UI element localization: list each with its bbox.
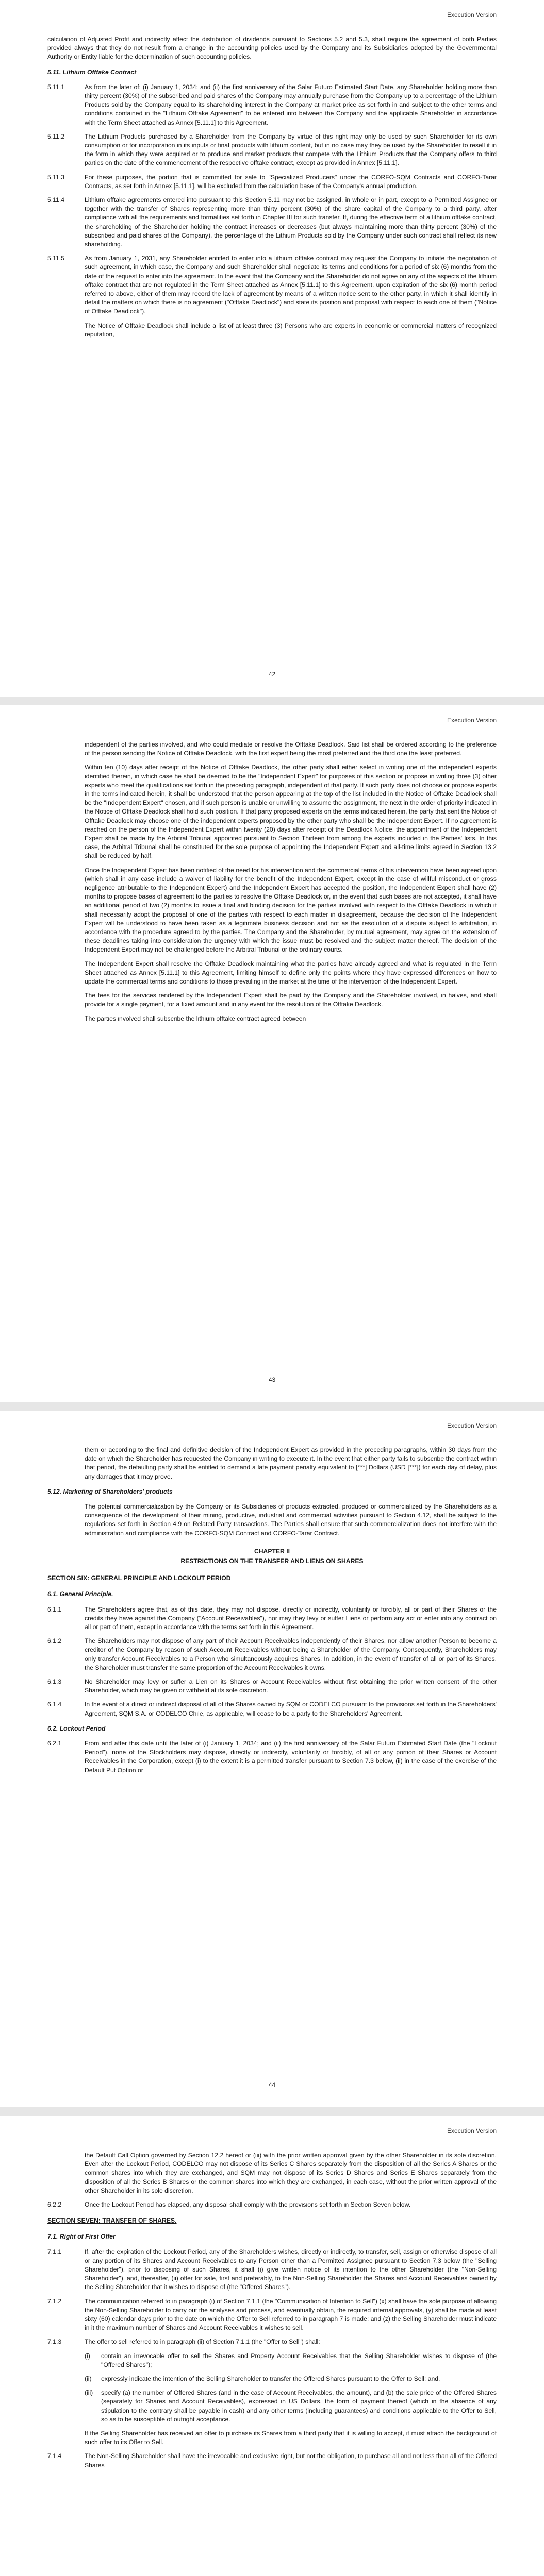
page-body bbox=[47, 35, 497, 344]
clause-text: From and after this date until the later of (i) January 1, 2034; and (ii) the first anniversary of the Salar Futuro Estimated Start Date (the "Lockout Period"), none of the Stockholders may dispose, directly or indirectly, voluntarily or forcibly, of all or any portion of their Shares or Account Receivables in the Corporation, except (i) to the extent it is a permitted transfer pursuant to Section 7.3 below, (ii) in the case of the exercise of the Default Put Option or bbox=[85, 1740, 497, 1774]
clause-text: No Shareholder may levy or suffer a Lien on its Shares or Account Receivables without first obtaining the prior written consent of the other Shareholder, which may be given or withheld at its sole discretion. bbox=[85, 1678, 497, 1694]
section-heading: 5.12. Marketing of Shareholders' products bbox=[47, 1487, 173, 1495]
clause-number: 6.1.3 bbox=[47, 1678, 62, 1686]
clause-text: Once the Lockout Period has elapsed, any disposal shall comply with the provisions set forth in Section Seven below. bbox=[85, 2201, 411, 2209]
clause bbox=[47, 2297, 497, 2333]
clause-number: 6.1.4 bbox=[47, 1701, 62, 1708]
indented-paragraph: The Independent Expert shall resolve the Offtake Deadlock maintaining what the parties have already agreed and what is regulated in the Term Sheet attached as Annex [5.11.1] to this Agreement, limiting himself to define only the points where they have expressed differences on how to update the commercial terms and conditions to those prevailing in the market at the time of the intervention of the Independent Expert. bbox=[85, 960, 497, 986]
chapter-title: RESTRICTIONS ON THE TRANSFER AND LIENS ON SHARES bbox=[180, 1557, 364, 1565]
page-number: 44 bbox=[268, 2081, 276, 2089]
section-heading: 6.1. General Principle. bbox=[47, 1590, 113, 1598]
sub-clause-number: (ii) bbox=[85, 2375, 92, 2383]
page-body bbox=[47, 1446, 497, 1780]
sub-clause bbox=[47, 2375, 497, 2383]
clause bbox=[47, 1739, 497, 1775]
sub-clause bbox=[47, 2388, 497, 2424]
page bbox=[0, 1411, 544, 2107]
chapter-number: CHAPTER II bbox=[254, 1547, 290, 1555]
running-header: Execution Version bbox=[447, 1422, 497, 1429]
indented-paragraph: The potential commercialization by the Company or its Subsidiaries of products extracted, produced or commercialized by the Shareholders as a consequence of the development of their mining, productive, industrial and commercial activities pursuant to Section 4.12, shall be subject to the regulations set forth in Section 4.9 on Related Party transactions. The Parties shall ensure that such commercialization does not interfere with the administration and compliance with the CORFO-SQM Contract and CORFO-Tarar Contract. bbox=[85, 1503, 497, 1537]
clause-text: The Shareholders agree that, as of this date, they may not dispose, directly or indirectly, voluntarily or forcibly, all or part of their Shares or the credits they have against the Company ("Account Receivables"), nor may they levy or suffer Liens or perform any act or enter into any contract on all or part of them, except in accordance with the terms set forth in this Agreement. bbox=[85, 1605, 497, 1631]
indented-paragraph: Once the Independent Expert has been notified of the need for his intervention and the commercial terms of his intervention have been agreed upon (which shall in any case include a waiver of liability for the benefit of the Independent Expert, except in the case of willful misconduct or gross negligence attributable to the Independent Expert) and the Independent Expert has accepted the position, the Independent Expert shall have (2) months to propose bases of agreement to the parties to resolve the Offtake Deadlock or, in the event that such bases are not accepted, it shall have an additional period of two (2) months to issue a final and binding decision for the parties involved with respect to the Offtake Deadlock in which it shall necessarily adopt the proposal of one of the parties with respect to each matter in disagreement, because the decision of the Independent Expert will be understood to have been taken as a legitimate business decision and not as the resolution of a dispute subject to arbitration, in accordance with the procedure agreed to by the parties. The Company and the Shareholder, by mutual agreement, may agree on the extension of these deadlines taking into consideration the urgency with which the issue must be resolved and the subject matter thereof. The decision of the Independent Expert may not be challenged before the Arbitral Tribunal or the ordinary courts. bbox=[85, 866, 497, 954]
clause-text: The Shareholders may not dispose of any part of their Account Receivables independently of their Shares, nor allow another Person to become a creditor of the Company by reason of such Account Receivables without being a Shareholder of the Company. Consequently, Shareholders may only transfer Account Receivables to a Person who simultaneously acquires Shares. In addition, in the event of transfer of all or part of its Shares, the Shareholder must transfer the same proportion of the Account Receivables it owns. bbox=[85, 1637, 497, 1671]
clause bbox=[47, 2248, 497, 2292]
page bbox=[0, 2116, 544, 2576]
clause-number: 5.11.2 bbox=[47, 132, 64, 140]
sub-clause-text: contain an irrevocable offer to sell the Shares and Property Account Receivables that the Selling Shareholder wishes to dispose of (the "Offered Shares"); bbox=[101, 2352, 497, 2368]
clause bbox=[47, 2200, 497, 2209]
clause-number: 5.11.5 bbox=[47, 255, 64, 262]
indented-paragraph: the Default Call Option governed by Section 12.2 hereof or (iii) with the prior written approval given by the other Shareholder in its sole discretion. Even after the Lockout Period, CODELCO may not dispose of its Series C Shares separately from the disposition of all the Series A Shares or the common shares into which they are exchanged, and SQM may not dispose of its Series D Shares and Series E Shares separately from the disposition of all the Series B Shares or the common shares into which they are exchanged, in each case, without the prior written approval of the other Shareholder in its sole discretion. bbox=[85, 2151, 497, 2194]
running-header: Execution Version bbox=[447, 717, 497, 724]
clause-number: 6.1.2 bbox=[47, 1637, 62, 1645]
clause-text: As from the later of: (i) January 1, 2034; and (ii) the first anniversary of the Salar Futuro Estimated Start Date, any Shareholder holding more than thirty percent (30%) of the subscribed and paid shares of the Company may annually purchase from the Company up to a percentage of the Lithium Products sold by the Company equal to its shareholding interest in the Company at market price as set forth in and subject to the other terms and conditions contained in the "Lithium Offtake Agreement" to be entered into between the Company and the applicable Shareholder in accordance with the Term Sheet attached as Annex [5.11.1] to this Agreement. bbox=[85, 83, 497, 126]
clause-text: In the event of a direct or indirect disposal of all of the Shares owned by SQM or CODELCO pursuant to the provisions set forth in the Shareholders' Agreement, SQM S.A. or CODELCO Chile, as applicable, will cease to be a party to the Shareholders' Agreement. bbox=[85, 1701, 497, 1717]
indented-paragraph: them or according to the final and definitive decision of the Independent Expert as provided in the preceding paragraphs, within 30 days from the date on which the Shareholder has requested the Company in writing to execute it. In the event that either party fails to subscribe the contract within that period, the defaulting party shall be entitled to demand a late payment penalty equivalent to [***] Dollars (USD [***]) for each day of delay, plus any damages that it may prove. bbox=[85, 1446, 497, 1480]
clause-number: 7.1.2 bbox=[47, 2297, 62, 2305]
clause bbox=[47, 2452, 497, 2469]
clause-text: As from January 1, 2031, any Shareholder entitled to enter into a lithium offtake contract may request the Company to initiate the negotiation of such agreement, in which case, the Company and such Shareholder shall negotiate its terms and conditions for a period of six (6) months from the date of the request to enter into the agreement. In the event that the Company and the Shareholder do not agree on any of the aspects of the lithium offtake contract that are not regulated in the Term Sheet attached as Annex [5.11.1] to this Agreement, upon expiration of the six (6) month period referred to above, either of them may record the lack of agreement by means of a written notice sent to the other party, in which it shall identify in detail the matters on which there is no agreement ("Offtake Deadlock") and state its position and proposal with respect to each one of them ("Notice of Offtake Deadlock"). bbox=[85, 255, 497, 315]
clause bbox=[47, 1677, 497, 1695]
paragraph: calculation of Adjusted Profit and indirectly affect the distribution of dividends pursuant to Sections 5.2 and 5.3, shall require the agreement of both Parties provided always that they do not result from a change in the accounting policies used by the Company and its Subsidiaries adopted by the Governmental Authority or Entity liable for the determination of such accounting policies. bbox=[47, 36, 497, 61]
section-heading: 7.1. Right of First Offer bbox=[47, 2233, 116, 2241]
indented-paragraph: The parties involved shall subscribe the lithium offtake contract agreed between bbox=[85, 1014, 306, 1022]
sub-clause-text: specify (a) the number of Offered Shares (and in the case of Account Receivables, the amount), and (b) the sale price of the Offered Shares (separately for Shares and Account Receivables), expressed in US Dollars, the form of payment thereof (which in the absence of any stipulation to the contrary shall be payable in cash) and any other terms (including guarantees) and conditions applicable to the Offer to Sell, so as to be susceptible of outright acceptance. bbox=[101, 2389, 497, 2423]
indented-paragraph: If the Selling Shareholder has received an offer to purchase its Shares from a third party that it is willing to accept, it must attach the background of such offer to its Offer to Sell. bbox=[85, 2430, 497, 2446]
clause-text: Lithium offtake agreements entered into pursuant to this Section 5.11 may not be assigned, in whole or in part, except to a Permitted Assignee or together with the transfer of Shares representing more than thirty percent (30%) of the share capital of the Company to a third party, after compliance with all the requirements and formalities set forth in Chapter III for such transfer. If, during the effective term of a lithium offtake contract, the shareholding of the Shareholder holding the contract increases or decreases (but always maintaining more than thirty percent (30%) of the subscribed and paid shares of the Company), the percentage of the Lithium Products sold by the Company under such contract shall reflect its new shareholding. bbox=[85, 196, 497, 248]
clause bbox=[47, 254, 497, 316]
page-break bbox=[0, 697, 544, 705]
clause bbox=[47, 196, 497, 249]
page-number: 43 bbox=[268, 1376, 276, 1383]
page-number: 42 bbox=[268, 671, 276, 678]
clause bbox=[47, 132, 497, 168]
page-break bbox=[0, 1402, 544, 1411]
clause-text: The communication referred to in paragraph (i) of Section 7.1.1 (the "Communication of Intention to Sell") (x) shall have the sole purpose of allowing the Non-Selling Shareholder to carry out the analyses and process, and eventually obtain, the required internal approvals, (y) shall be made at least sixty (60) calendar days prior to the date on which the Offer to Sell referred to in paragraph 7 is made; and (z) the Selling Shareholder must indicate in it the maximum number of Shares and Account Receivables it wishes to sell. bbox=[85, 2297, 497, 2332]
clause-number: 7.1.1 bbox=[47, 2248, 62, 2256]
clause bbox=[47, 1605, 497, 1632]
clause-number: 6.2.1 bbox=[47, 1740, 62, 1748]
clause-number: 7.1.3 bbox=[47, 2338, 62, 2346]
clause-text: The Non-Selling Shareholder shall have the irrevocable and exclusive right, but not the obligation, to purchase all and not less than all of the Offered Shares bbox=[85, 2452, 497, 2469]
clause-text: For these purposes, the portion that is committed for sale to "Specialized Producers" under the CORFO-SQM Contracts and CORFO-Tarar Contracts, as set forth in Annex [5.11.1], will be excluded from the calculation base of the Company's annual production. bbox=[85, 173, 497, 190]
running-header: Execution Version bbox=[447, 11, 497, 19]
sub-clause bbox=[47, 2352, 497, 2369]
page bbox=[0, 705, 544, 1402]
sub-clause-number: (iii) bbox=[85, 2389, 93, 2397]
section-heading: 6.2. Lockout Period bbox=[47, 1724, 106, 1732]
page-break bbox=[0, 2107, 544, 2116]
clause bbox=[47, 83, 497, 127]
clause-number: 5.11.3 bbox=[47, 173, 64, 181]
clause bbox=[47, 173, 497, 191]
page-body bbox=[47, 2151, 497, 2475]
clause bbox=[47, 1637, 497, 1672]
section-title: SECTION SEVEN: TRANSFER OF SHARES. bbox=[47, 2217, 177, 2225]
sub-clause-text: expressly indicate the intention of the Selling Shareholder to transfer the Offered Shares pursuant to the Offer to Sell; and, bbox=[101, 2375, 440, 2383]
clause bbox=[47, 2337, 497, 2346]
clause bbox=[47, 1700, 497, 1718]
clause-number: 7.1.4 bbox=[47, 2452, 62, 2460]
clause-number: 6.2.2 bbox=[47, 2201, 62, 2209]
clause-text: If, after the expiration of the Lockout Period, any of the Shareholders wishes, directly or indirectly, to transfer, sell, assign or otherwise dispose of all or any portion of its Shares and Account Receivables to any Person other than a Permitted Assignee pursuant to Section 7.3 below (the "Selling Shareholder"), prior to disposing of such Shares, it shall (i) give written notice of its intention to the other Shareholder (the "Non-Selling Shareholder"), and, thereafter, (ii) offer for sale, first and preferably, to the Non-Selling Shareholder the Shares and Account Receivables owned by the Selling Shareholder that it wishes to dispose of (the "Offered Shares"). bbox=[85, 2248, 497, 2291]
clause-number: 5.11.4 bbox=[47, 196, 64, 204]
clause-text: The offer to sell referred to in paragraph (ii) of Section 7.1.1 (the "Offer to Sell") shall: bbox=[85, 2338, 320, 2346]
clause-text: The Lithium Products purchased by a Shareholder from the Company by virtue of this right may only be used by such Shareholder for its own consumption or for incorporation in its inputs or final products with lithium content, but in no case may they be used by the Shareholder to resell it in the form in which they were acquired or to produce and market products that compete with the Lithium Products that the Company offers to third parties on the date of the commencement of the respective offtake contract, except as provided in Annex [5.11.1]. bbox=[85, 132, 497, 167]
clause-number: 5.11.1 bbox=[47, 83, 64, 91]
indented-paragraph: The fees for the services rendered by the Independent Expert shall be paid by the Company and the Shareholder involved, in halves, and shall provide for a single payment, for a fixed amount and in any event for the resolution of the Offtake Deadlock. bbox=[85, 992, 497, 1008]
indented-paragraph: independent of the parties involved, and who could mediate or resolve the Offtake Deadlock. Said list shall be ordered according to the preference of the person sending the Notice of Offtake Deadlock, with the first expert being the most preferred and the third one the least preferred. bbox=[85, 741, 497, 757]
section-title: SECTION SIX: GENERAL PRINCIPLE AND LOCKOUT PERIOD bbox=[47, 1574, 231, 1582]
sub-clause-number: (i) bbox=[85, 2352, 90, 2360]
clause-number: 6.1.1 bbox=[47, 1605, 62, 1613]
indented-paragraph: Within ten (10) days after receipt of the Notice of Offtake Deadlock, the other party shall either select in writing one of the independent experts identified therein, in which case he shall be deemed to be the "Independent Expert" for purposes of this section or propose in writing three (3) other experts who meet the qualifications set forth in the preceding paragraph, independent of that party. If such party does not choose or propose experts in the terms indicated herein, it shall be understood that the person appearing at the top of the list included in the Notice of Offtake Deadlock shall be the "Independent Expert" chosen, and if such person is unable or unwilling to assume the assignment, the next in the order of priority indicated in the Notice of Offtake Deadlock shall hold such position. If that party proposed experts on the terms indicated herein, the party that sent the Notice of Offtake Deadlock may choose one of the independent experts proposed by the other party who shall be the Independent Expert. If no agreement is reached on the person of the Independent Expert within twenty (20) days after receipt of the Deadlock Notice, the appointment of the Independent Expert shall be made by the Arbitral Tribunal appointed pursuant to Section Thirteen from among the experts included in the Parties' lists. In this case, the Arbitral Tribunal shall be constituted for the sole purpose of appointing the Independent Expert and all-time limits agreed in Section 13.2 shall be reduced by half. bbox=[85, 764, 497, 860]
page-body bbox=[47, 740, 497, 1028]
indented-paragraph: The Notice of Offtake Deadlock shall include a list of at least three (3) Persons who are experts in economic or commercial matters of recognized reputation, bbox=[85, 321, 497, 338]
section-heading: 5.11. Lithium Offtake Contract bbox=[47, 68, 137, 76]
page bbox=[0, 0, 544, 697]
running-header: Execution Version bbox=[447, 2127, 497, 2134]
